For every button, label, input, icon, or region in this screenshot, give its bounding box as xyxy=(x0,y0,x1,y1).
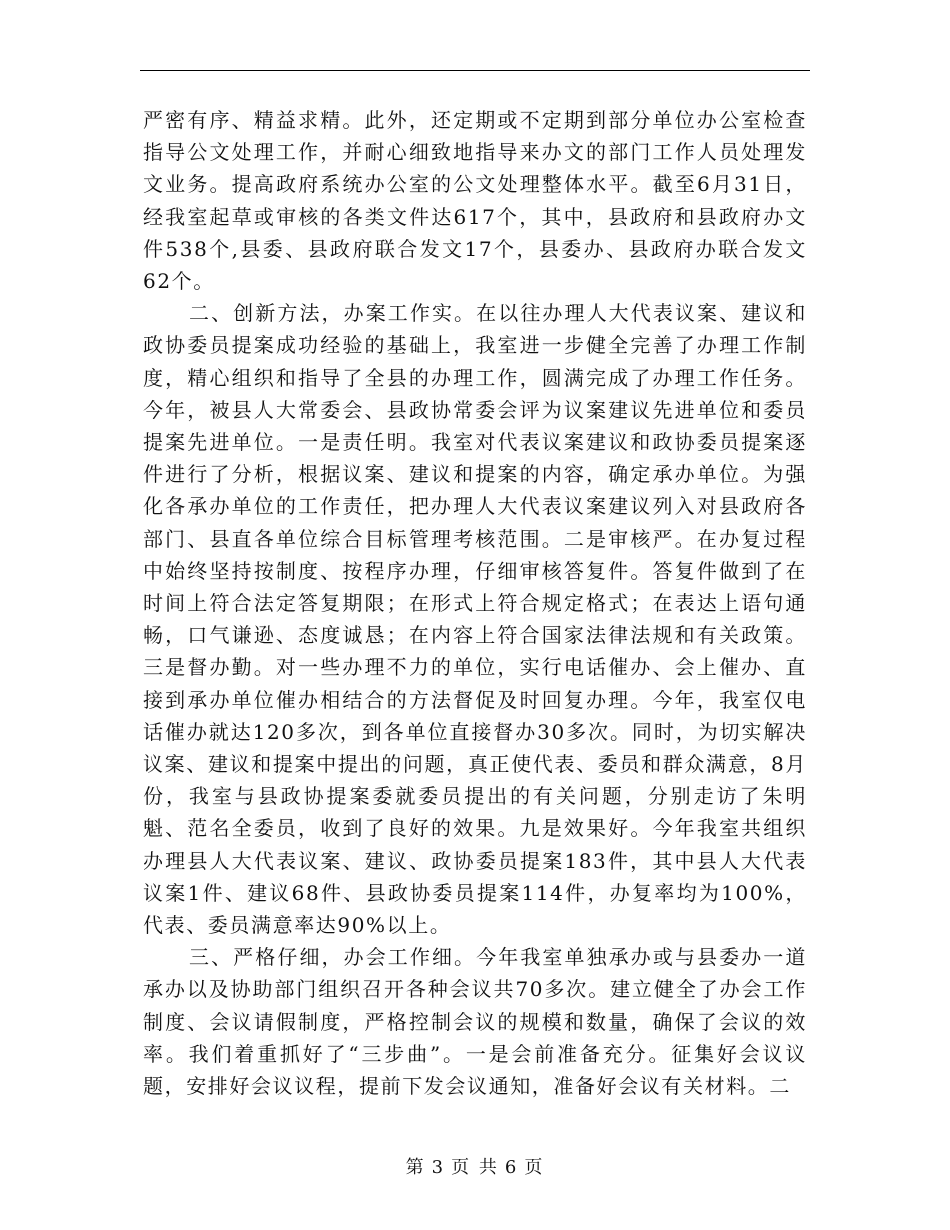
page-label-middle: 页 共 xyxy=(451,1157,499,1178)
paragraph-section-two: 二、创新方法，办案工作实。在以往办理人大代表议案、建议和政协委员提案成功经验的基础上，我室进一步健全完善了办理工作制度，精心组织和指导了全县的办理工作，圆满完成了办理工作任务。今年，被县人大常委会、县政协常委会评为议案建议先进单位和委员提案先进单位。一是责任明。我室对代表议案建议和政协委员提案逐件进行了分析，根据议案、建议和提案的内容，确定承办单位。为强化各承办单位的工作责任，把办理人大代表议案建议列入对县政府各部门、县直各单位综合目标管理考核范围。二是审核严。在办复过程中始终坚持按制度、按程序办理，仔细审核答复件。答复件做到了在时间上符合法定答复期限；在形式上符合规定格式；在表达上语句通畅，口气谦逊、态度诚恳；在内容上符合国家法律法规和有关政策。三是督办勤。对一些办理不力的单位，实行电话催办、会上催办、直接到承办单位催办相结合的方法督促及时回复办理。今年，我室仅电话催办就达120多次，到各单位直接督办30多次。同时，为切实解决议案、建议和提案中提出的问题，真正使代表、委员和群众满意，8月份，我室与县政协提案委就委员提出的有关问题，分别走访了朱明魁、范名全委员，收到了良好的效果。九是效果好。今年我室共组织办理县人大代表议案、建议、政协委员提案183件，其中县人大代表议案1件、建议68件、县政协委员提案114件，办复率均为100%，代表、委员满意率达90%以上。 xyxy=(143,301,807,938)
current-page-number: 3 xyxy=(431,1157,446,1178)
document-body xyxy=(143,104,807,1102)
header-rule xyxy=(140,70,810,71)
page-label-suffix: 页 xyxy=(524,1157,545,1178)
total-pages-number: 6 xyxy=(504,1157,519,1178)
paragraph-section-three: 三、严格仔细，办会工作细。今年我室单独承办或与县委办一道承办以及协助部门组织召开各种会议共70多次。建立健全了办会工作制度、会议请假制度，严格控制会议的规模和数量，确保了会议的效率。我们着重抓好了“三步曲”。一是会前准备充分。征集好会议议题，安排好会议议程，提前下发会议通知，准备好会议有关材料。二 xyxy=(143,945,807,1099)
page-footer xyxy=(0,1153,950,1179)
page-label-prefix: 第 xyxy=(405,1157,426,1178)
paragraph-continuation: 严密有序、精益求精。此外，还定期或不定期到部分单位办公室检查指导公文处理工作，并耐心细致地指导来办文的部门工作人员处理发文业务。提高政府系统办公室的公文处理整体水平。截至6月31日，经我室起草或审核的各类文件达617个，其中，县政府和县政府办文件538个,县委、县政府联合发文17个，县委办、县政府办联合发文62个。 xyxy=(143,108,807,294)
